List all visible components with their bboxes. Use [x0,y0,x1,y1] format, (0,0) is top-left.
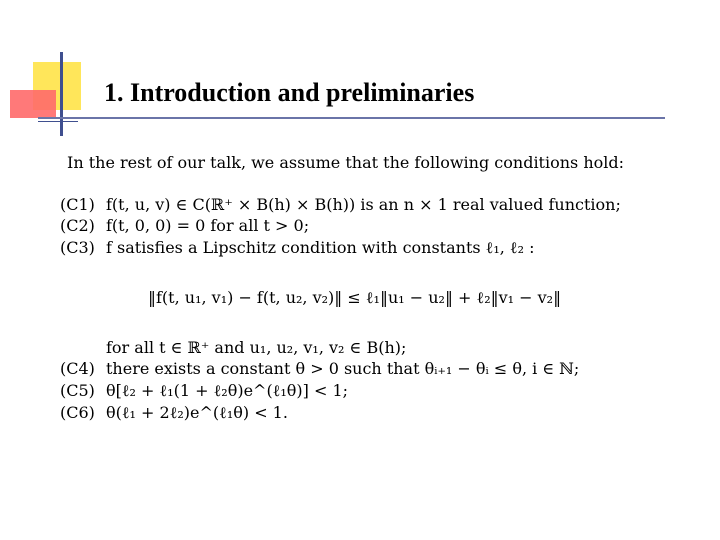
condition-label: (C1) [60,195,95,214]
condition-c6 [60,402,288,423]
condition-label: (C6) [60,403,95,422]
title-underline [38,117,665,119]
condition-c1 [60,194,621,215]
intro-text: In the rest of our talk, we assume that the following conditions hold: [67,153,625,172]
condition-label: (C2) [60,216,95,235]
condition-text: θ[ℓ₂ + ℓ₁(1 + ℓ₂θ)e^(ℓ₁θ)] < 1; [106,381,349,400]
condition-text: θ(ℓ₁ + 2ℓ₂)e^(ℓ₁θ) < 1. [106,403,288,422]
decor-short-line [38,121,78,122]
condition-c5 [60,380,348,401]
condition-c3 [60,237,534,258]
condition-c2 [60,215,309,236]
condition-text: f(t, 0, 0) = 0 for all t > 0; [106,216,310,235]
decor-red-rectangle [10,90,56,118]
condition-c4 [60,358,579,379]
condition-text: f(t, u, v) ∈ C(ℝ⁺ × B(h) × B(h)) is an n × 1 real valued function; [106,195,621,214]
condition-text: f satisfies a Lipschitz condition with constants ℓ₁, ℓ₂ : [106,238,535,257]
condition-label: (C3) [60,238,95,257]
slide-title: 1. Introduction and preliminaries [104,78,475,107]
lipschitz-inequality: ‖f(t, u₁, v₁) − f(t, u₂, v₂)‖ ≤ ℓ₁‖u₁ − u₂‖ + ℓ₂‖v₁ − v₂‖ [148,288,562,307]
condition-label: (C4) [60,359,95,378]
decor-vertical-line [60,52,63,136]
condition-label: (C5) [60,381,95,400]
condition-text: there exists a constant θ > 0 such that θᵢ₊₁ − θᵢ ≤ θ, i ∈ ℕ; [106,359,580,378]
forall-text: for all t ∈ ℝ⁺ and u₁, u₂, v₁, v₂ ∈ B(h); [106,338,407,357]
